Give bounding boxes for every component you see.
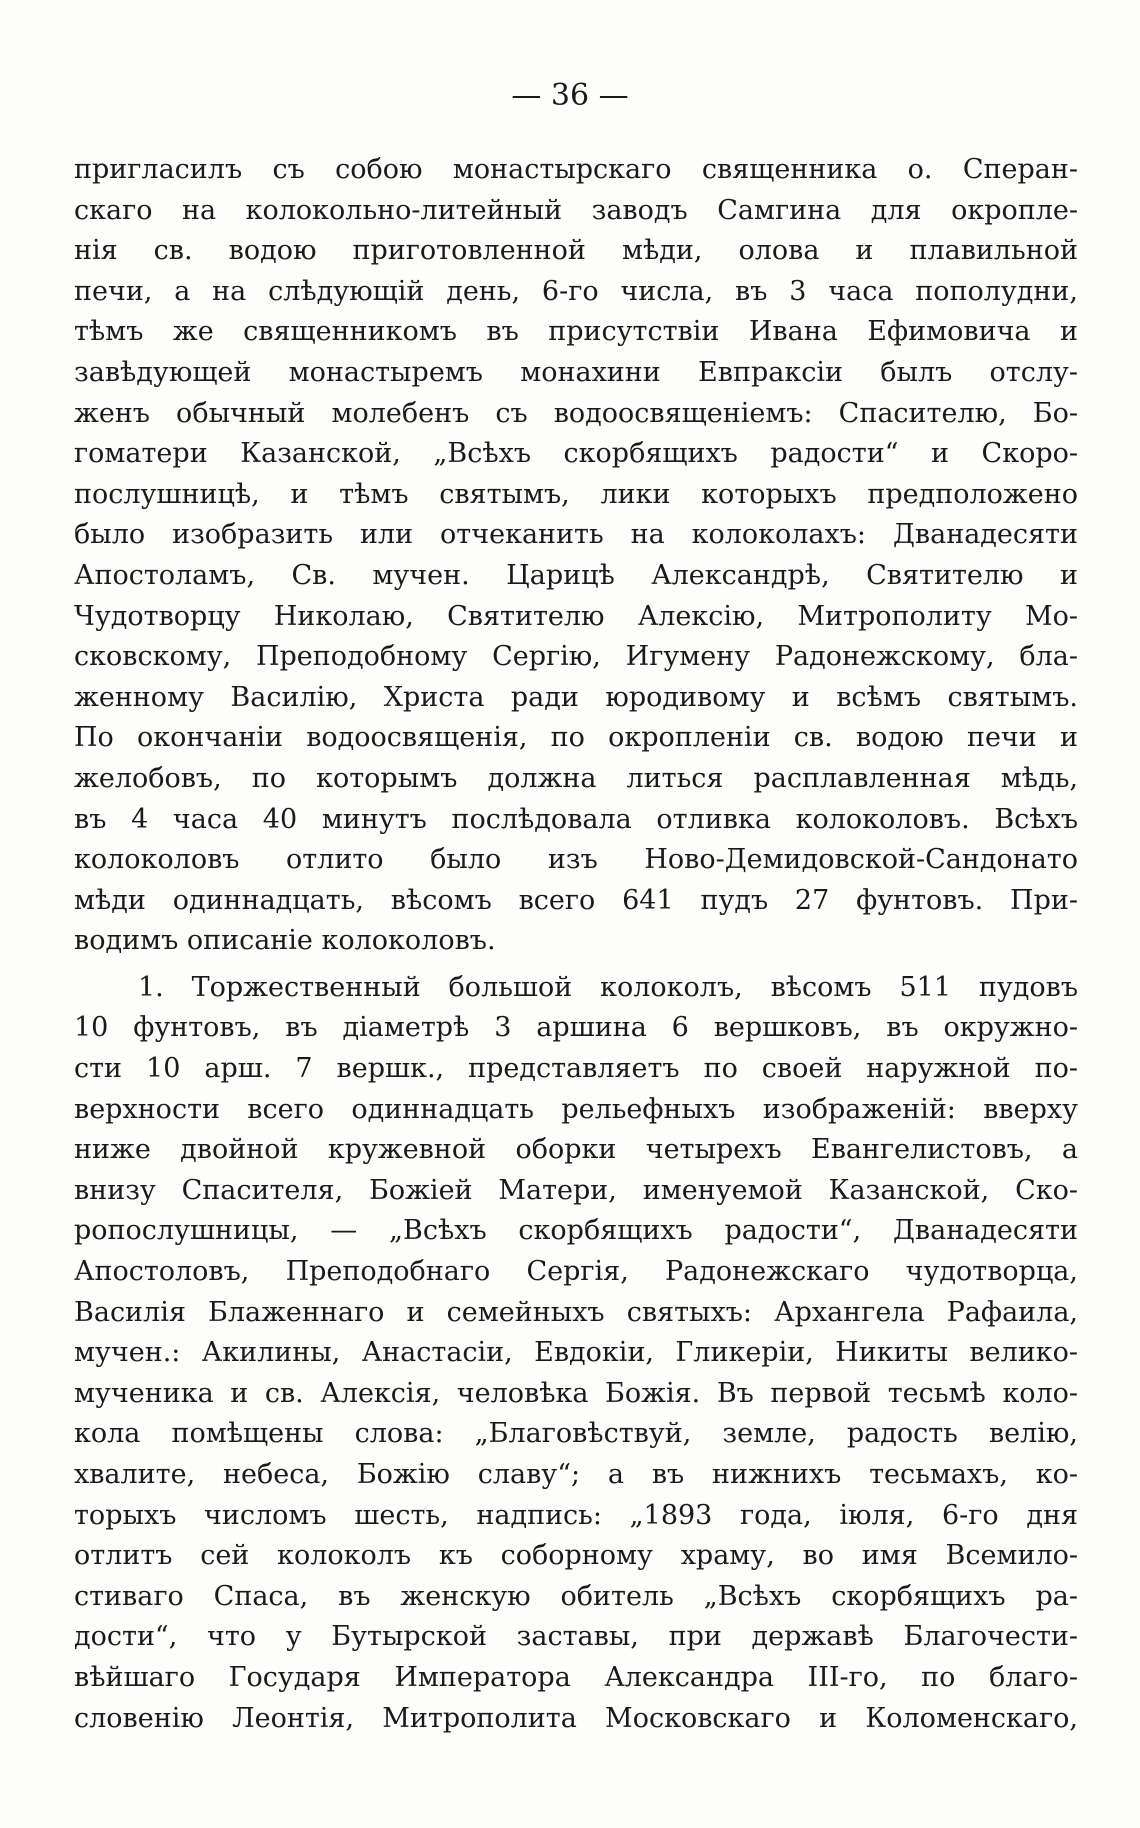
text-line: Чудотворцу Николаю, Святителю Алексію, Митрополиту Мо- <box>74 600 1078 632</box>
text-line: было изобразить или отчеканить на колоколахъ: Дванадесяти <box>74 519 1078 551</box>
text-line: мученика и св. Алексія, человѣка Божія. Въ первой тесьмѣ коло- <box>74 1377 1078 1409</box>
text-line: печи, а на слѣдующій день, 6-го числа, въ 3 часа пополудни, <box>74 275 1078 307</box>
text-line: завѣдующей монастыремъ монахини Евпраксіи былъ отслу- <box>74 356 1078 388</box>
page-number: — 36 — <box>511 78 629 113</box>
text-line: колоколовъ отлито было изъ Ново-Демидовской-Сандонато <box>74 844 1078 876</box>
text-line: внизу Спасителя, Божіей Матери, именуемой Казанской, Ско- <box>74 1174 1078 1206</box>
text-line: тѣмъ же священникомъ въ присутствіи Ивана Ефимовича и <box>74 316 1078 348</box>
text-line: дости“, что у Бутырской заставы, при державѣ Благочести- <box>74 1621 1078 1653</box>
text-line: женному Василію, Христа ради юродивому и всѣмъ святымъ. <box>74 681 1078 713</box>
text-line: кола помѣщены слова: „Благовѣствуй, земле, радость велію, <box>74 1418 1078 1450</box>
text-line: сковскому, Преподобному Сергію, Игумену Радонежскому, бла- <box>74 641 1078 673</box>
text-line: гоматери Казанской, „Всѣхъ скорбящихъ радости“ и Скоро- <box>74 438 1078 470</box>
text-line: нія св. водою приготовленной мѣди, олова и плавильной <box>74 235 1078 267</box>
paragraph-bell-1 <box>74 968 1078 1739</box>
text-line: стиваго Спаса, въ женскую обитель „Всѣхъ скорбящихъ ра- <box>74 1580 1078 1612</box>
text-line: желобовъ, по которымъ должна литься расплавленная мѣдь, <box>74 762 1078 794</box>
text-line: ропослушницы, — „Всѣхъ скорбящихъ радости“, Дванадесяти <box>74 1215 1078 1247</box>
text-line: скаго на колокольно-литейный заводъ Самгина для окропле- <box>74 194 1078 226</box>
text-line: 10 фунтовъ, въ діаметрѣ 3 аршина 6 вершковъ, въ окружно- <box>74 1012 1078 1044</box>
text-line: вѣйшаго Государя Императора Александра III-го, по благо- <box>74 1661 1078 1693</box>
text-line: Апостоламъ, Св. мучен. Царицѣ Александрѣ, Святителю и <box>74 559 1078 591</box>
text-line: въ 4 часа 40 минутъ послѣдовала отливка колоколовъ. Всѣхъ <box>74 803 1078 835</box>
text-line: торыхъ числомъ шесть, надпись: „1893 года, іюля, 6-го дня <box>74 1499 1078 1531</box>
text-line: хвалите, небеса, Божію славу“; а въ нижнихъ тесьмахъ, ко- <box>74 1459 1078 1490</box>
text-line: отлитъ сей колоколъ къ соборному храму, во имя Всемило- <box>74 1540 1078 1572</box>
text-line: послушницѣ, и тѣмъ святымъ, лики которыхъ предположено <box>74 478 1078 510</box>
text-line: мучен.: Акилины, Анастасіи, Евдокіи, Гликеріи, Никиты велико- <box>74 1337 1078 1369</box>
body-text <box>74 150 1078 1739</box>
paragraph-intro <box>74 150 1078 962</box>
text-line: верхности всего одиннадцать рельефныхъ изображеній: вверху <box>74 1093 1078 1125</box>
text-line: Василія Блаженнаго и семейныхъ святыхъ: Архангела Рафаила, <box>74 1296 1078 1328</box>
text-line: По окончаніи водоосвященія, по окропленіи св. водою печи и <box>74 722 1078 754</box>
text-line: мѣди одиннадцать, вѣсомъ всего 641 пудъ 27 фунтовъ. При- <box>74 884 1078 916</box>
text-line: пригласилъ съ собою монастырскаго священника о. Сперан- <box>74 154 1078 185</box>
text-line: ниже двойной кружевной оборки четырехъ Евангелистовъ, а <box>74 1134 1078 1166</box>
text-line: словенію Леонтія, Митрополита Московскаго и Коломенскаго, <box>74 1702 1078 1734</box>
text-line: женъ обычный молебенъ съ водоосвященіемъ: Спасителю, Бо- <box>74 397 1078 429</box>
text-line: сти 10 арш. 7 вершк., представляетъ по своей наружной по- <box>74 1053 1078 1085</box>
text-line: водимъ описаніе колоколовъ. <box>74 925 496 957</box>
text-line: 1. Торжественный большой колоколъ, вѣсомъ 511 пудовъ <box>138 971 1078 1003</box>
text-line: Апостоловъ, Преподобнаго Сергія, Радонежскаго чудотворца, <box>74 1256 1078 1288</box>
